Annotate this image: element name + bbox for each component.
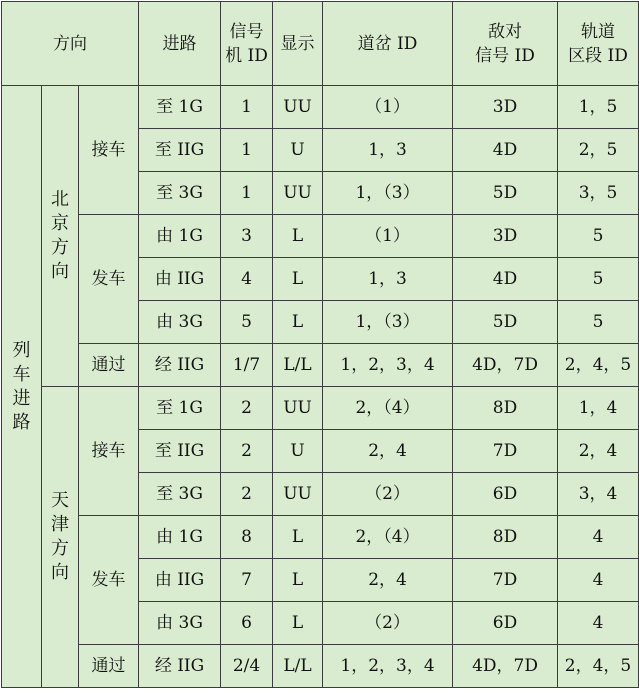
conflict-cell: 8D: [453, 387, 558, 430]
track-cell: 5: [558, 215, 639, 258]
conflict-cell: 4D: [453, 258, 558, 301]
display-cell: L: [273, 258, 323, 301]
table-row: [2, 645, 639, 688]
switch-cell: 1，3: [323, 258, 453, 301]
conflict-cell: 3D: [453, 86, 558, 129]
track-cell: 4: [558, 559, 639, 602]
header-signal-id: [221, 2, 273, 86]
track-cell: 2，4，5: [558, 344, 639, 387]
direction-cell-tianjin: [42, 387, 79, 688]
display-cell: L/L: [273, 645, 323, 688]
signal-cell: 2: [221, 430, 273, 473]
conflict-cell: 7D: [453, 559, 558, 602]
switch-cell: 1，（3）: [323, 301, 453, 344]
route-cell: 至 3G: [139, 172, 221, 215]
conflict-cell: 7D: [453, 430, 558, 473]
conflict-cell: 4D，7D: [453, 344, 558, 387]
display-cell: L: [273, 559, 323, 602]
track-cell: 4: [558, 516, 639, 559]
conflict-cell: 8D: [453, 516, 558, 559]
display-cell: L/L: [273, 344, 323, 387]
display-cell: UU: [273, 172, 323, 215]
route-cell: 由 IIG: [139, 559, 221, 602]
route-cell: 由 IIG: [139, 258, 221, 301]
header-track-section-id: [558, 2, 639, 86]
conflict-cell: 5D: [453, 172, 558, 215]
display-cell: UU: [273, 473, 323, 516]
route-cell: 至 IIG: [139, 129, 221, 172]
display-cell: UU: [273, 86, 323, 129]
switch-cell: （2）: [323, 473, 453, 516]
signal-cell: 8: [221, 516, 273, 559]
direction-cell-beijing: [42, 86, 79, 387]
direction-label: 北京方向: [51, 189, 69, 282]
type-cell-pass: 通过: [79, 344, 139, 387]
display-cell: L: [273, 301, 323, 344]
route-cell: 至 IIG: [139, 430, 221, 473]
track-cell: 2，4，5: [558, 645, 639, 688]
display-cell: L: [273, 215, 323, 258]
track-cell: 3，5: [558, 172, 639, 215]
signal-cell: 1: [221, 129, 273, 172]
track-cell: 2，4: [558, 430, 639, 473]
display-cell: U: [273, 430, 323, 473]
table-row: [2, 387, 639, 430]
header-row: [2, 2, 639, 86]
header-direction: 方向: [2, 2, 139, 86]
group-label: 列车进路: [12, 339, 31, 433]
conflict-cell: 6D: [453, 473, 558, 516]
switch-cell: （2）: [323, 602, 453, 645]
conflict-cell: 3D: [453, 215, 558, 258]
route-cell: 经 IIG: [139, 344, 221, 387]
signal-cell: 1: [221, 86, 273, 129]
track-cell: 1，5: [558, 86, 639, 129]
type-cell-depart: 发车: [79, 516, 139, 645]
signal-cell: 2: [221, 387, 273, 430]
signal-cell: 6: [221, 602, 273, 645]
switch-cell: （1）: [323, 86, 453, 129]
direction-label: 天津方向: [51, 490, 69, 583]
route-interlocking-table: [1, 1, 639, 688]
header-conflict-signal-id: [453, 2, 558, 86]
display-cell: L: [273, 516, 323, 559]
type-cell-pass: 通过: [79, 645, 139, 688]
switch-cell: 2，4: [323, 430, 453, 473]
switch-cell: （1）: [323, 215, 453, 258]
signal-cell: 2: [221, 473, 273, 516]
header-route: 进路: [139, 2, 221, 86]
header-signal-id-text: 信号 机 ID: [225, 21, 268, 66]
route-cell: 由 3G: [139, 602, 221, 645]
switch-cell: 2，4: [323, 559, 453, 602]
switch-cell: 2，（4）: [323, 387, 453, 430]
signal-cell: 5: [221, 301, 273, 344]
conflict-cell: 5D: [453, 301, 558, 344]
route-cell: 至 3G: [139, 473, 221, 516]
conflict-cell: 6D: [453, 602, 558, 645]
table-row: [2, 215, 639, 258]
type-cell-depart: 发车: [79, 215, 139, 344]
signal-cell: 2/4: [221, 645, 273, 688]
track-cell: 5: [558, 258, 639, 301]
display-cell: UU: [273, 387, 323, 430]
table-row: [2, 516, 639, 559]
route-cell: 至 1G: [139, 86, 221, 129]
conflict-cell: 4D，7D: [453, 645, 558, 688]
display-cell: U: [273, 129, 323, 172]
header-switch-id: 道岔 ID: [323, 2, 453, 86]
track-cell: 1，4: [558, 387, 639, 430]
header-display: 显示: [273, 2, 323, 86]
signal-cell: 3: [221, 215, 273, 258]
track-cell: 3，4: [558, 473, 639, 516]
track-cell: 5: [558, 301, 639, 344]
switch-cell: 2，（4）: [323, 516, 453, 559]
table-row: [2, 86, 639, 129]
type-cell-receive: 接车: [79, 387, 139, 516]
switch-cell: 1，2，3，4: [323, 344, 453, 387]
route-cell: 由 1G: [139, 516, 221, 559]
route-cell: 由 1G: [139, 215, 221, 258]
switch-cell: 1，（3）: [323, 172, 453, 215]
conflict-cell: 4D: [453, 129, 558, 172]
header-conflict-signal-id-text: 敌对 信号 ID: [475, 21, 535, 66]
switch-cell: 1，2，3，4: [323, 645, 453, 688]
type-cell-receive: 接车: [79, 86, 139, 215]
route-cell: 由 3G: [139, 301, 221, 344]
route-cell: 至 1G: [139, 387, 221, 430]
group-label-cell: [2, 86, 42, 688]
signal-cell: 1/7: [221, 344, 273, 387]
signal-cell: 1: [221, 172, 273, 215]
switch-cell: 1，3: [323, 129, 453, 172]
signal-cell: 4: [221, 258, 273, 301]
track-cell: 4: [558, 602, 639, 645]
header-track-section-id-text: 轨道 区段 ID: [568, 21, 628, 66]
signal-cell: 7: [221, 559, 273, 602]
track-cell: 2，5: [558, 129, 639, 172]
display-cell: L: [273, 602, 323, 645]
route-cell: 经 IIG: [139, 645, 221, 688]
table-row: [2, 344, 639, 387]
